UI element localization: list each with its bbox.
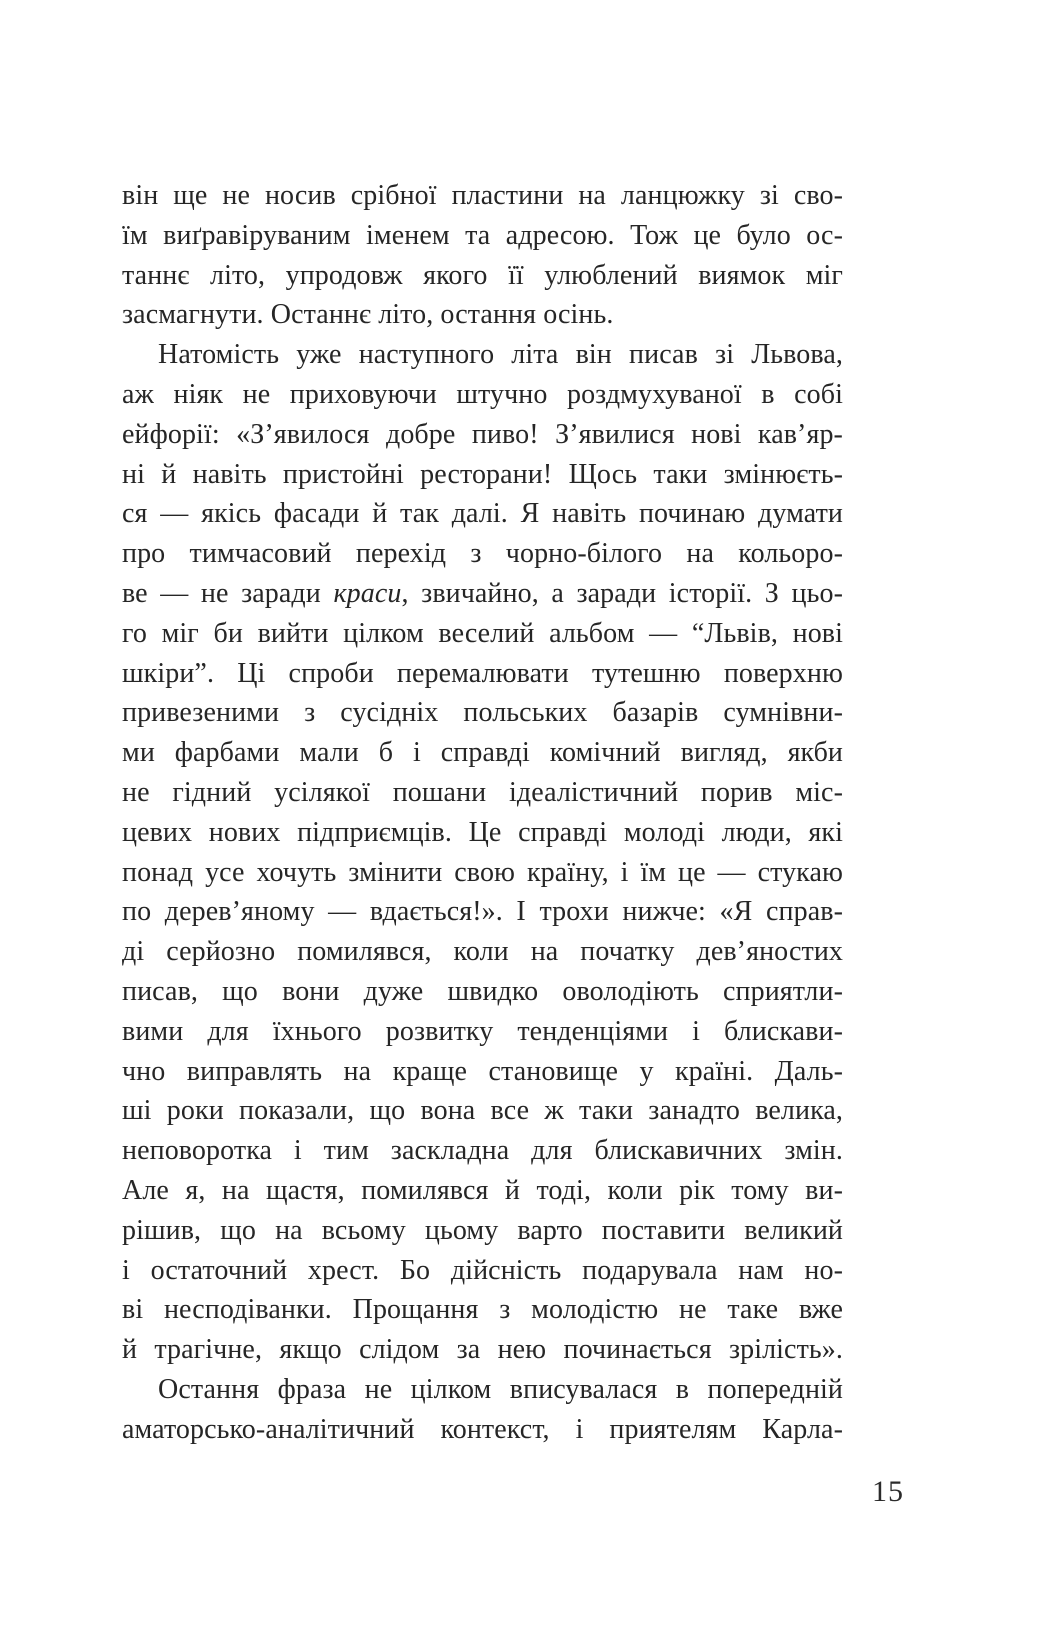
text-line: привезеними з сусідніх польських базарів сумнівни-	[122, 697, 843, 729]
text-line: чно виправлять на краще становище у країні. Даль-	[122, 1055, 843, 1087]
text-line: він ще не носив срібної пластини на ланцюжку зі сво-	[122, 180, 843, 211]
text-line	[122, 574, 843, 614]
text-line: Але я, на щастя, помилявся й тоді, коли рік тому ви-	[122, 1174, 843, 1206]
page-text-block	[122, 176, 843, 1450]
text-line: ші роки показали, що вона все ж таки занадто велика,	[122, 1095, 843, 1127]
text-line: і остаточний хрест. Бо дійсність подарувала нам но-	[122, 1254, 843, 1286]
text-line: й трагічне, якщо слідом за нею починається зрілість».	[122, 1334, 843, 1366]
text-line: рішив, що на всьому цьому варто поставити великий	[122, 1214, 843, 1246]
text-line: ді серйозно помилявся, коли на початку дев’яностих	[122, 936, 843, 968]
text-line: Натомість уже наступного літа він писав зі Львова,	[158, 339, 843, 371]
text-line: про тимчасовий перехід з чорно-білого на кольоро-	[122, 538, 843, 570]
page-number: 15	[872, 1475, 904, 1508]
text-line: не гідний усілякої пошани ідеалістичний порив міс-	[122, 776, 843, 808]
text-line: ми фарбами мали б і справді комічний вигляд, якби	[122, 737, 843, 769]
text-line: ні й навіть пристойні ресторани! Щось таки змінюєть-	[122, 458, 843, 490]
text-line: писав, що вони дуже швидко оволодіють сприятли-	[122, 975, 843, 1007]
text-line: їм виґравіруваним іменем та адресою. Тож це було ос-	[122, 219, 843, 251]
text-line: неповоротка і тим заскладна для блискавичних змін.	[122, 1135, 843, 1167]
text-line: ейфорії: «З’явилося добре пиво! З’явилися нові кав’яр-	[122, 418, 843, 450]
text-line: го міг би вийти цілком веселий альбом — “Львів, нові	[122, 617, 843, 649]
text-line: таннє літо, упродовж якого її улюблений виямок міг	[122, 259, 843, 291]
text-line: засмагнути. Останнє літо, остання осінь.	[122, 299, 614, 331]
italic-text-segment: краси	[333, 577, 402, 609]
text-line: цевих нових підприємців. Це справді молоді люди, які	[122, 816, 843, 848]
text-line: ся — якісь фасади й так далі. Я навіть починаю думати	[122, 498, 843, 530]
text-line: аж ніяк не приховуючи штучно роздмухуваної в собі	[122, 378, 843, 410]
text-line: по дерев’яному — вдається!». І трохи нижче: «Я справ-	[122, 896, 843, 928]
text-segment: ве — не заради	[122, 577, 334, 609]
text-line: ві несподіванки. Прощання з молодістю не таке вже	[122, 1294, 843, 1326]
text-line: понад усе хочуть змінити свою країну, і їм це — стукаю	[122, 856, 843, 888]
text-segment: , звичайно, а заради історії. З цьо-	[401, 577, 843, 609]
text-line: Остання фраза не цілком вписувалася в попередній	[158, 1373, 843, 1405]
text-line: аматорсько-аналітичний контекст, і приятелям Карла-	[122, 1413, 843, 1445]
text-line: вими для їхнього розвитку тенденціями і блискави-	[122, 1015, 843, 1047]
text-line: шкіри”. Ці спроби перемалювати тутешню поверхню	[122, 657, 843, 689]
